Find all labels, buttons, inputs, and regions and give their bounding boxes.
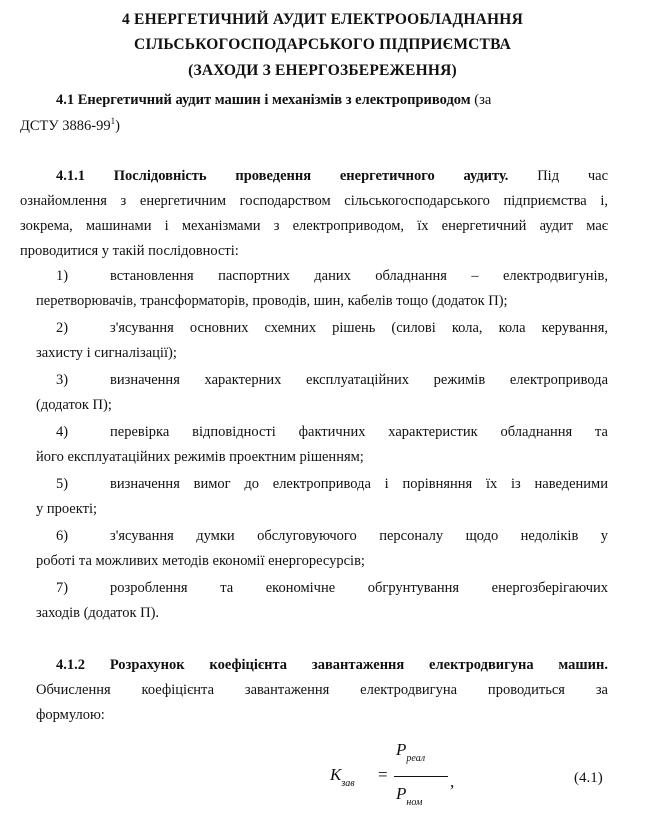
formula-numerator-subscript: реал bbox=[406, 753, 426, 764]
formula-comma: , bbox=[450, 772, 455, 791]
list-item-number: 6) bbox=[56, 528, 69, 544]
list-item-number: 1) bbox=[56, 268, 69, 284]
footnote-mark: 1 bbox=[110, 116, 116, 126]
section-4-1-line-2 bbox=[20, 116, 120, 136]
list-item-text: визначення характерних експлуатаційних режимів електропривода bbox=[110, 372, 608, 388]
list-item bbox=[56, 370, 608, 390]
formula-lhs bbox=[330, 765, 355, 789]
section-4-1-2-heading: 4.1.2 Розрахунок коефіцієнта завантаження електродвигуна машин. bbox=[56, 657, 608, 673]
list-item-text: визначення вимог до електропривода і порівняння їх із наведеними bbox=[110, 476, 608, 492]
section-4-1-1-heading-tail: Під час bbox=[537, 168, 609, 184]
list-item-text: розроблення та економічне обгрунтування енергозберігаючих bbox=[110, 580, 608, 596]
list-item-continuation: (додаток П); bbox=[36, 397, 112, 413]
list-item bbox=[56, 578, 608, 598]
list-item-number: 4) bbox=[56, 424, 69, 440]
list-item-continuation: у проекті; bbox=[36, 501, 97, 517]
formula-numerator-symbol: P bbox=[396, 740, 407, 759]
list-item-number: 7) bbox=[56, 580, 69, 596]
formula-lhs-subscript: зав bbox=[341, 778, 355, 789]
close-paren: ) bbox=[115, 118, 120, 134]
chapter-title-line-2: СІЛЬСЬКОГОСПОДАРСЬКОГО ПІДПРИЄМСТВА bbox=[133, 36, 512, 53]
formula-lhs-symbol: K bbox=[330, 765, 342, 784]
list-item-continuation: роботі та можливих методів економії енергоресурсів; bbox=[36, 553, 365, 569]
formula-4-1 bbox=[330, 740, 460, 810]
paragraph-line: формулою: bbox=[36, 707, 105, 723]
paragraph-line: зокрема, машинами і механізмами з електроприводом, їх енергетичний аудит має bbox=[20, 218, 608, 234]
list-item-continuation: перетворювачів, трансформаторів, проводів, шин, кабелів тощо (додаток П); bbox=[36, 293, 508, 309]
section-4-1-1-heading: 4.1.1 Послідовність проведення енергетичного аудиту. bbox=[56, 168, 509, 184]
section-4-1-heading: 4.1 Енергетичний аудит машин і механізмів з електроприводом bbox=[56, 92, 471, 108]
formula-denominator-symbol: P bbox=[396, 784, 407, 803]
list-item-number: 2) bbox=[56, 320, 69, 336]
section-4-1-2-heading-line bbox=[56, 655, 608, 675]
chapter-title-line-1: 4 ЕНЕРГЕТИЧНИЙ АУДИТ ЕЛЕКТРООБЛАДНАННЯ bbox=[122, 11, 523, 28]
list-item bbox=[56, 318, 608, 338]
section-4-1-tail: (за bbox=[474, 92, 492, 108]
list-item-number: 3) bbox=[56, 372, 69, 388]
section-4-1-1-heading-line bbox=[56, 166, 608, 186]
list-item bbox=[56, 422, 608, 442]
list-item-text: встановлення паспортних даних обладнання – електродвигунів, bbox=[110, 268, 608, 284]
list-item-text: з'ясування основних схемних рішень (силові кола, кола керування, bbox=[110, 320, 608, 336]
formula-denominator bbox=[396, 784, 423, 808]
formula-denominator-subscript: ном bbox=[406, 797, 423, 808]
list-item-number: 5) bbox=[56, 476, 69, 492]
paragraph-line: проводитися у такій послідовності: bbox=[20, 243, 239, 259]
list-item-continuation: його експлуатаційних режимів проектним рішенням; bbox=[36, 449, 364, 465]
fraction-bar bbox=[394, 776, 448, 777]
equation-number: (4.1) bbox=[574, 770, 603, 786]
chapter-title-line-3: (ЗАХОДИ З ЕНЕРГОЗБЕРЕЖЕННЯ) bbox=[188, 62, 457, 79]
paragraph-line: ознайомлення з енергетичним господарством сільськогосподарського підприємства і, bbox=[20, 193, 608, 209]
list-item-text: з'ясування думки обслуговуючого персоналу щодо недоліків у bbox=[110, 528, 608, 544]
standard-ref: ДСТУ 3886-99 bbox=[20, 118, 111, 134]
section-4-1-line bbox=[56, 90, 608, 110]
paragraph-line: Обчислення коефіцієнта завантаження електродвигуна проводиться за bbox=[36, 682, 608, 698]
list-item-text: перевірка відповідності фактичних характеристик обладнання та bbox=[110, 424, 608, 440]
formula-numerator bbox=[396, 740, 426, 764]
formula-equals: = bbox=[378, 765, 388, 784]
list-item bbox=[56, 266, 608, 286]
list-item bbox=[56, 474, 608, 494]
list-item-continuation: заходів (додаток П). bbox=[36, 605, 160, 621]
list-item bbox=[56, 526, 608, 546]
list-item-continuation: захисту і сигналізації); bbox=[36, 345, 177, 361]
